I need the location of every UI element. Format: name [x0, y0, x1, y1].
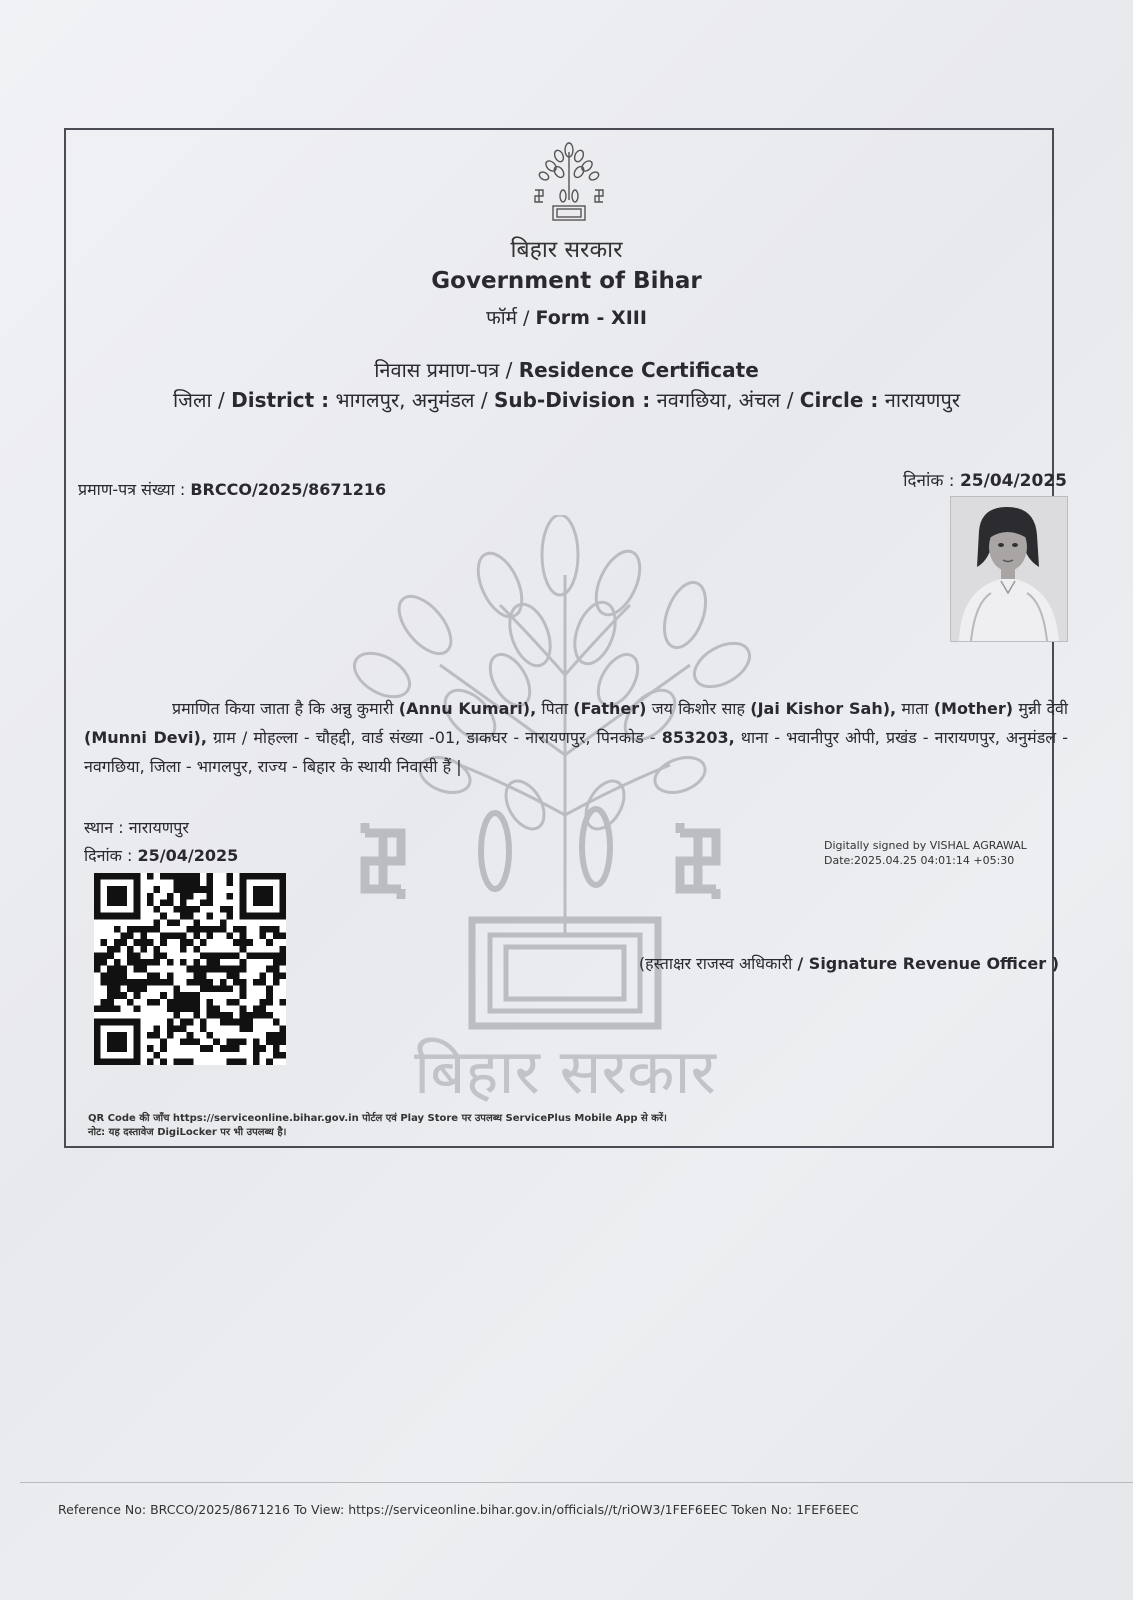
digital-signature	[824, 838, 1027, 868]
digital-signature-signer: Digitally signed by VISHAL AGRAWAL	[824, 839, 1027, 852]
mother-label: (Mother)	[933, 699, 1014, 718]
header-english-title: Government of Bihar	[431, 268, 702, 294]
subdivision-hindi: अनुमंडल	[411, 388, 475, 412]
circle-value: नारायणपुर	[884, 388, 961, 412]
watermark-emblem-icon	[350, 515, 780, 1115]
body-part-4: माता	[901, 699, 929, 718]
bottom-date-value: 25/04/2025	[137, 846, 239, 865]
digital-signature-date: Date:2025.04.25 04:01:14 +05:30	[824, 854, 1015, 867]
qr-verification-note: QR Code की जाँच https://serviceonline.bihar.gov.in पोर्टल एवं Play Store पर उपलब्ध ServicePlus Mobile App से करें।	[88, 1113, 667, 1124]
qr-code-icon[interactable]	[94, 873, 286, 1065]
body-part-1: प्रमाणित किया जाता है कि अन्नु कुमारी	[172, 699, 394, 718]
mother-name: (Munni Devi),	[84, 728, 207, 747]
applicant-name: (Annu Kumari),	[398, 699, 537, 718]
applicant-photo	[950, 496, 1068, 642]
form-number: Form - XIII	[535, 307, 647, 329]
certificate-title-hindi: निवास प्रमाण-पत्र	[374, 358, 500, 382]
father-name-hindi: जय किशोर साह	[651, 699, 745, 718]
issue-date-label: दिनांक :	[903, 471, 955, 491]
pincode: 853203,	[661, 728, 735, 747]
place-line	[84, 816, 189, 838]
verification-notes	[88, 1112, 667, 1140]
header-hindi-title: बिहार सरकार	[510, 237, 623, 263]
certificate-number-label: प्रमाण-पत्र संख्या :	[78, 480, 186, 499]
father-name: (Jai Kishor Sah),	[750, 699, 897, 718]
father-label: (Father)	[573, 699, 647, 718]
certificate-title: निवास प्रमाण-पत्र / Residence Certificate	[374, 358, 759, 382]
body-part-2: पिता	[541, 699, 568, 718]
address-rest: थाना - भवानीपुर ओपी, प्रखंड - नारायणपुर, अनुमंडल - नवगछिया, जिला - भागलपुर, राज्य - बिहार के स्थायी निवासी हैं |	[84, 728, 1069, 776]
district-english: District :	[231, 388, 330, 412]
form-label: फॉर्म / Form - XIII	[486, 307, 647, 329]
address-part: ग्राम / मोहल्ला - चौहद्दी, वार्ड संख्या -01, डाकघर - नारायणपुर, पिनकोड -	[213, 728, 656, 747]
subdivision-value: नवगछिया,	[656, 388, 733, 412]
district-value: भागलपुर,	[335, 388, 406, 412]
digilocker-note: नोट: यह दस्तावेज DigiLocker पर भी उपलब्ध है।	[88, 1127, 287, 1138]
place-value: नारायणपुर	[128, 818, 189, 837]
district-line: जिला / District : भागलपुर, अनुमंडल / Sub-Division : नवगछिया, अंचल / Circle : नारायणपुर	[172, 388, 961, 412]
district-hindi: जिला	[172, 388, 212, 412]
person-photo-icon	[951, 497, 1067, 641]
issue-date	[903, 468, 1067, 491]
circle-hindi: अंचल	[738, 388, 781, 412]
signature-label-english: / Signature Revenue Officer )	[797, 954, 1059, 973]
certificate-number	[78, 478, 386, 500]
certificate-title-english: Residence Certificate	[518, 358, 759, 382]
bottom-date-label: दिनांक :	[84, 846, 133, 865]
certificate-body	[84, 694, 1068, 781]
issue-date-value: 25/04/2025	[959, 471, 1067, 491]
bottom-date-line	[84, 844, 238, 866]
circle-english: Circle :	[799, 388, 879, 412]
form-hindi: फॉर्म	[486, 307, 518, 329]
footer-divider	[20, 1482, 1133, 1483]
subdivision-english: Sub-Division :	[493, 388, 651, 412]
bihar-emblem-icon	[529, 140, 609, 226]
mother-name-hindi: मुन्नी देवी	[1018, 699, 1068, 718]
reference-line: Reference No: BRCCO/2025/8671216 To View: https://serviceonline.bihar.gov.in/officials//t/riOW3/1FEF6EEC Token No: 1FEF6EEC	[58, 1502, 859, 1517]
signature-label-hindi: (हस्ताक्षर राजस्व अधिकारी	[638, 954, 793, 973]
certificate-number-value: BRCCO/2025/8671216	[190, 480, 387, 499]
place-label: स्थान :	[84, 818, 124, 837]
signature-label	[639, 952, 1059, 974]
watermark-text: बिहार सरकार	[414, 1035, 716, 1108]
